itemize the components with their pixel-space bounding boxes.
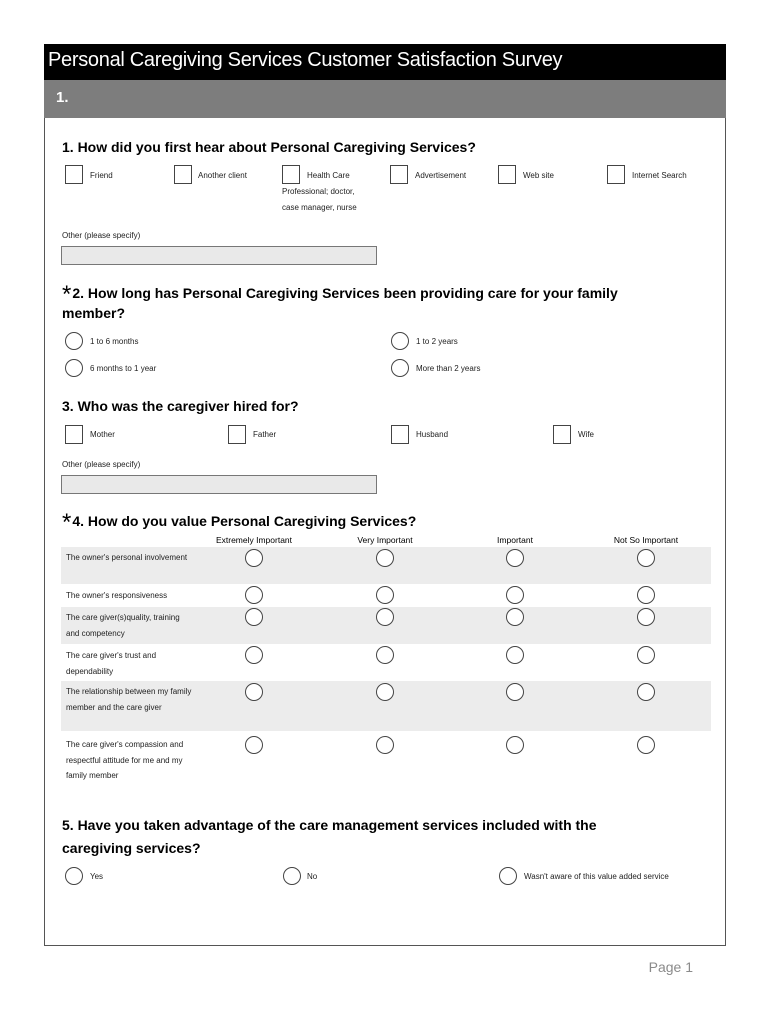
question-2-title-line2: member? [62, 305, 126, 321]
q4-row4-radio-not-so-important[interactable] [637, 646, 655, 664]
q4-row1-radio-extremely-important[interactable] [245, 549, 263, 567]
q4-row2-radio-very-important[interactable] [376, 586, 394, 604]
q4-row5-radio-very-important[interactable] [376, 683, 394, 701]
question-1-title: 1. How did you first hear about Personal Caregiving Services? [62, 139, 476, 155]
q4-row5-radio-extremely-important[interactable] [245, 683, 263, 701]
question-5-title-line2: caregiving services? [62, 840, 201, 856]
question-5-title: 5. Have you taken advantage of the care management services included with the [62, 817, 597, 833]
q1-other-input[interactable] [61, 246, 377, 265]
q1-option-label: Health Care [307, 171, 350, 180]
q3-other-input[interactable] [61, 475, 377, 494]
q4-row6-radio-important[interactable] [506, 736, 524, 754]
q4-row6-radio-not-so-important[interactable] [637, 736, 655, 754]
q1-option-label: Advertisement [415, 171, 467, 180]
q3-option-label: Mother [90, 430, 115, 439]
q1-option-label-line3: case manager, nurse [282, 203, 357, 212]
section-bar [44, 80, 726, 118]
q5-radio-yes[interactable] [65, 867, 83, 885]
q3-option-label: Father [253, 430, 277, 439]
q4-row2-radio-important[interactable] [506, 586, 524, 604]
q4-row2-radio-not-so-important[interactable] [637, 586, 655, 604]
survey-title: Personal Caregiving Services Customer Satisfaction Survey [48, 49, 563, 71]
q4-row3-radio-not-so-important[interactable] [637, 608, 655, 626]
q2-option-label: 1 to 2 years [416, 337, 458, 346]
q4-row-label: The care giver's trust and dependability [66, 651, 157, 676]
q2-option-label: 6 months to 1 year [90, 364, 157, 373]
q2-option-label: 1 to 6 months [90, 337, 139, 346]
q4-row4-radio-extremely-important[interactable] [245, 646, 263, 664]
q3-checkbox-wife[interactable] [553, 425, 571, 444]
q1-checkbox-friend[interactable] [65, 165, 83, 184]
q4-row6-radio-very-important[interactable] [376, 736, 394, 754]
q4-row3-radio-important[interactable] [506, 608, 524, 626]
q1-checkbox-web-site[interactable] [498, 165, 516, 184]
q4-row-label: The relationship between my family member and the care giver [66, 687, 192, 712]
q4-row2-radio-extremely-important[interactable] [245, 586, 263, 604]
q4-column-header: Not So Important [613, 535, 679, 545]
q1-other-label: Other (please specify) [62, 231, 141, 240]
required-asterisk: * [62, 281, 72, 308]
q4-row1-radio-very-important[interactable] [376, 549, 394, 567]
q2-radio-more-than-2-years[interactable] [391, 359, 409, 377]
question-3-title: 3. Who was the caregiver hired for? [62, 398, 299, 414]
q1-checkbox-internet-search[interactable] [607, 165, 625, 184]
q4-row-label: The owner's responsiveness [66, 591, 168, 600]
q5-option-label: Yes [90, 872, 104, 881]
q3-checkbox-mother[interactable] [65, 425, 83, 444]
q1-option-label: Friend [90, 171, 113, 180]
q5-radio-no[interactable] [283, 867, 301, 885]
q2-radio-1-to-2-years[interactable] [391, 332, 409, 350]
q3-checkbox-father[interactable] [228, 425, 246, 444]
q4-row6-radio-extremely-important[interactable] [245, 736, 263, 754]
page-number: Page 1 [648, 959, 693, 975]
q4-column-header: Very Important [357, 535, 413, 545]
q4-row5-radio-important[interactable] [506, 683, 524, 701]
section-label: 1. [56, 89, 69, 106]
q3-other-label: Other (please specify) [62, 460, 141, 469]
q4-column-header: Important [497, 535, 533, 545]
q3-checkbox-husband[interactable] [391, 425, 409, 444]
required-asterisk: * [62, 509, 72, 536]
q4-row-label: The care giver's compassion and respectful attitude for me and my family member [66, 740, 184, 780]
q5-option-label: Wasn't aware of this value added service [524, 872, 669, 881]
q4-row3-radio-extremely-important[interactable] [245, 608, 263, 626]
q1-checkbox-advertisement[interactable] [390, 165, 408, 184]
q1-checkbox-health-care[interactable] [282, 165, 300, 184]
q1-option-label-line2: Professional; doctor, [282, 187, 355, 196]
q4-row1-radio-important[interactable] [506, 549, 524, 567]
q4-row4-radio-important[interactable] [506, 646, 524, 664]
q1-option-label: Internet Search [632, 171, 687, 180]
question-2-title [62, 279, 618, 308]
question-2-title-text: 2. How long has Personal Caregiving Services been providing care for your family [72, 285, 618, 301]
q1-option-label: Another client [198, 171, 247, 180]
q2-radio-6-months-to-1-year[interactable] [65, 359, 83, 377]
q4-row4-radio-very-important[interactable] [376, 646, 394, 664]
q3-option-label: Wife [578, 430, 594, 439]
q4-row1-radio-not-so-important[interactable] [637, 549, 655, 567]
q5-option-label: No [307, 872, 318, 881]
q2-radio-1-to-6-months[interactable] [65, 332, 83, 350]
q4-row3-radio-very-important[interactable] [376, 608, 394, 626]
question-4-title [62, 507, 417, 536]
q4-column-header: Extremely Important [215, 535, 293, 545]
q4-row-label: The owner's personal involvement [66, 553, 188, 562]
q3-option-label: Husband [416, 430, 449, 439]
question-4-title-text: 4. How do you value Personal Caregiving Services? [72, 513, 417, 529]
q5-radio-wasnt-aware[interactable] [499, 867, 517, 885]
q1-option-label: Web site [523, 171, 554, 180]
q4-row-label: The care giver(s)quality, training and competency [66, 613, 180, 638]
q1-checkbox-another-client[interactable] [174, 165, 192, 184]
q4-row5-radio-not-so-important[interactable] [637, 683, 655, 701]
q2-option-label: More than 2 years [416, 364, 481, 373]
